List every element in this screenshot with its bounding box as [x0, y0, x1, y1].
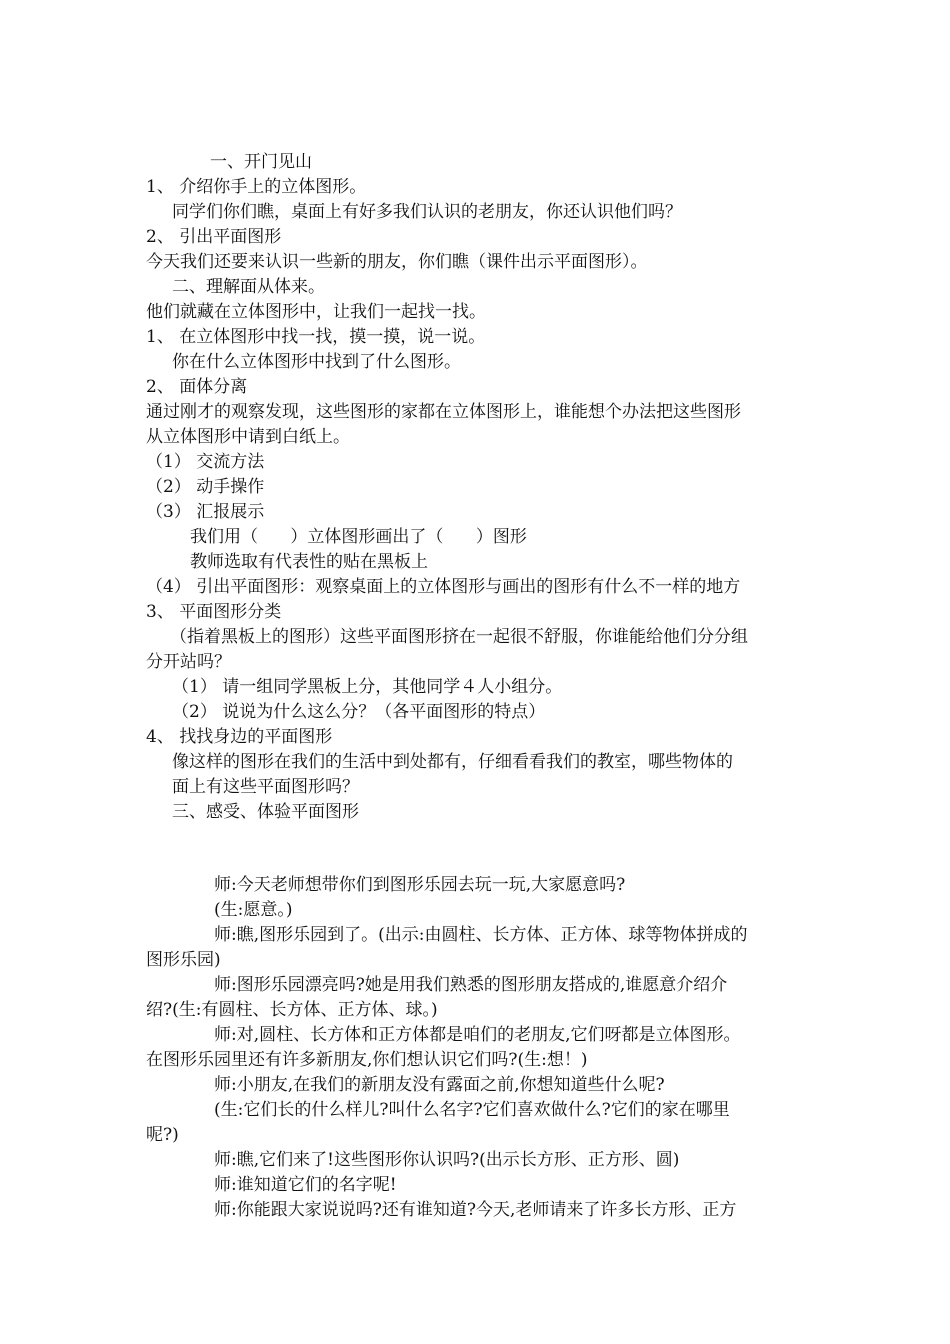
- section-heading-2: 二、理解面从体来。: [172, 277, 325, 297]
- section-heading-3: 三、感受、体验平面图形: [172, 802, 359, 822]
- text-line: 通过刚才的观察发现，这些图形的家都在立体图形上，谁能想个办法把这些图形: [146, 402, 741, 422]
- text-line: 教师选取有代表性的贴在黑板上: [190, 552, 428, 572]
- dialogue-line: (生:愿意。): [214, 900, 293, 920]
- dialogue-line: 师:小朋友,在我们的新朋友没有露面之前,你想知道些什么呢?: [214, 1075, 665, 1095]
- dialogue-line: 师:今天老师想带你们到图形乐园去玩一玩,大家愿意吗?: [214, 875, 626, 895]
- text-line: 3、 平面图形分类: [146, 602, 282, 622]
- text-line: 今天我们还要来认识一些新的朋友，你们瞧（课件出示平面图形）。: [146, 252, 648, 272]
- dialogue-line: 师:谁知道它们的名字呢!: [214, 1175, 397, 1195]
- text-line: 2、 面体分离: [146, 377, 248, 397]
- dialogue-line: 绍?(生:有圆柱、长方体、正方体、球。): [146, 1000, 438, 1020]
- text-line: 4、 找找身边的平面图形: [146, 727, 333, 747]
- dialogue-line: 师:瞧,它们来了!这些图形你认识吗?(出示长方形、正方形、圆): [214, 1150, 680, 1170]
- text-line: 我们用（ ）立体图形画出了（ ）图形: [190, 527, 527, 547]
- text-line: 2、 引出平面图形: [146, 227, 282, 247]
- dialogue-line: 师:瞧,图形乐园到了。(出示:由圆柱、长方体、正方体、球等物体拼成的: [214, 925, 748, 945]
- text-line: 像这样的图形在我们的生活中到处都有，仔细看看我们的教室，哪些物体的: [172, 752, 733, 772]
- text-line: （指着黑板上的图形）这些平面图形挤在一起很不舒服，你谁能给他们分分组: [170, 627, 748, 647]
- list-item: （2） 说说为什么这么分？（各平面图形的特点）: [172, 702, 546, 722]
- list-item: （2） 动手操作: [146, 477, 265, 497]
- text-line: 1、 介绍你手上的立体图形。: [146, 177, 367, 197]
- list-item: （1） 请一组同学黑板上分，其他同学４人小组分。: [172, 677, 563, 697]
- text-line: 1、 在立体图形中找一找，摸一摸，说一说。: [146, 327, 486, 347]
- text-line: 从立体图形中请到白纸上。: [146, 427, 350, 447]
- list-item: （1） 交流方法: [146, 452, 265, 472]
- text-line: 你在什么立体图形中找到了什么图形。: [172, 352, 461, 372]
- dialogue-line: 师:图形乐园漂亮吗?她是用我们熟悉的图形朋友搭成的,谁愿意介绍介: [214, 975, 728, 995]
- list-item: （3） 汇报展示: [146, 502, 265, 522]
- text-line: 面上有这些平面图形吗？: [172, 777, 359, 797]
- dialogue-line: 师:对,圆柱、长方体和正方体都是咱们的老朋友,它们呀都是立体图形。: [214, 1025, 741, 1045]
- text-line: 同学们你们瞧，桌面上有好多我们认识的老朋友，你还认识他们吗？: [172, 202, 682, 222]
- section-heading-1: 一、开门见山: [210, 152, 312, 172]
- dialogue-line: 呢?): [146, 1125, 179, 1145]
- dialogue-line: 师:你能跟大家说说吗?还有谁知道?今天,老师请来了许多长方形、正方: [214, 1200, 737, 1220]
- text-line: 分开站吗？: [146, 652, 231, 672]
- list-item: （4） 引出平面图形：观察桌面上的立体图形与画出的图形有什么不一样的地方: [146, 577, 741, 597]
- dialogue-line: (生:它们长的什么样儿?叫什么名字?它们喜欢做什么?它们的家在哪里: [214, 1100, 730, 1120]
- dialogue-line: 在图形乐园里还有许多新朋友,你们想认识它们吗?(生:想！): [146, 1050, 588, 1070]
- dialogue-line: 图形乐园): [146, 950, 221, 970]
- text-line: 他们就藏在立体图形中，让我们一起找一找。: [146, 302, 486, 322]
